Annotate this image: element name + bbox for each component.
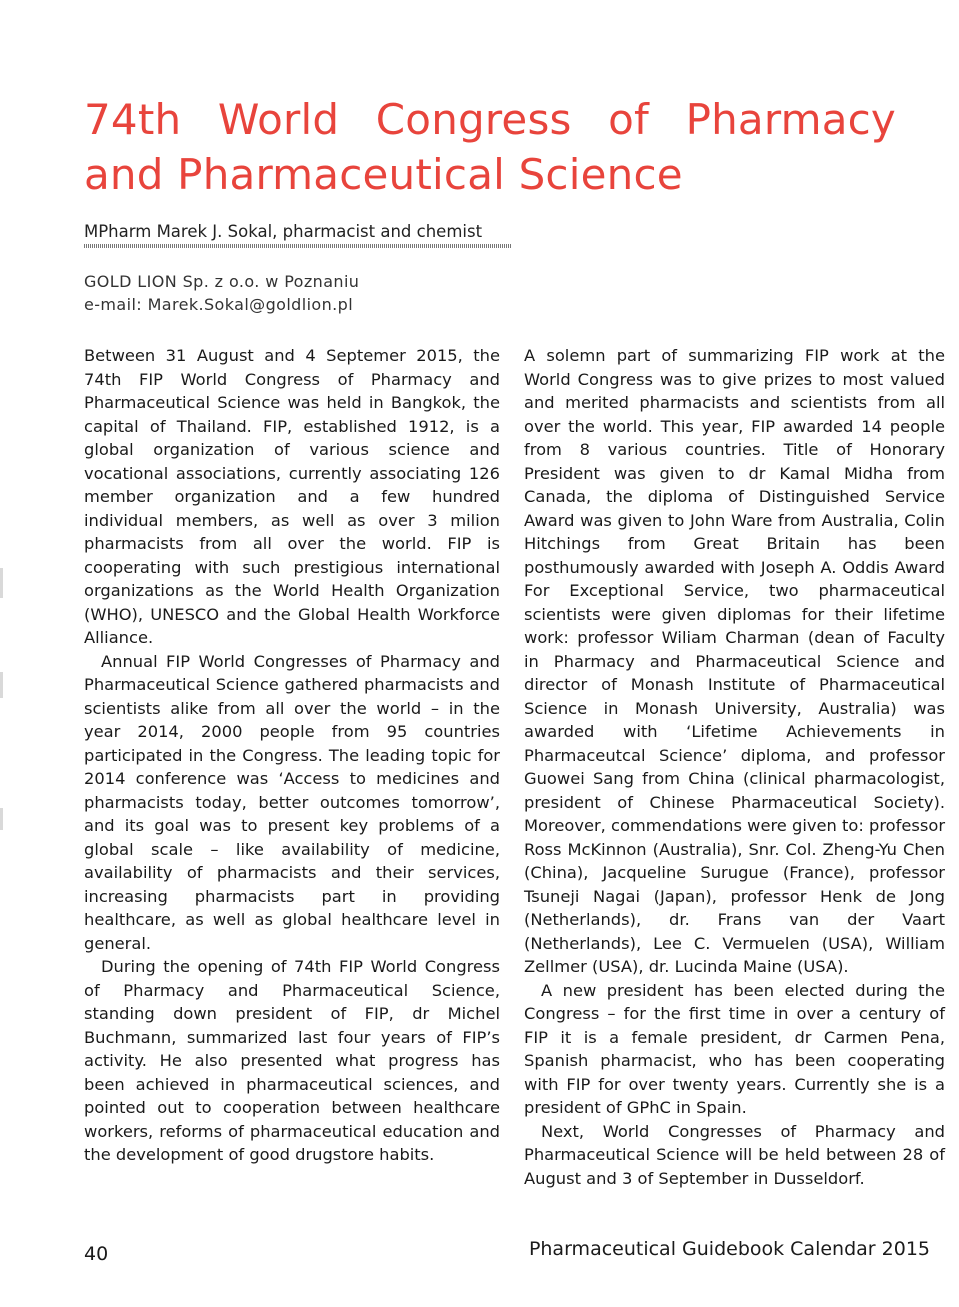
author-affiliation-block <box>84 270 359 316</box>
running-footer-title: Pharmaceutical Guidebook Calendar 2015 <box>528 1238 930 1260</box>
author-email: e-mail: Marek.Sokal@goldlion.pl <box>84 295 354 314</box>
left-edge-mark <box>0 808 3 830</box>
left-edge-mark <box>0 568 3 598</box>
article-title: 74th World Congress of Pharmacy and Pharmaceutical Science <box>84 95 896 199</box>
paragraph: During the opening of 74th FIP World Congress of Pharmacy and Pharmaceutical Science, standing down president of FIP, dr Michel Buchmann, summarized last four years of FIP’s activity. He also presented what progress has been achieved in pharmaceutical sciences, and pointed out to cooperation between healthcare workers, reforms of pharmaceutical education and the development of good drugstore habits. <box>84 957 500 1164</box>
paragraph: Next, World Congresses of Pharmacy and Pharmaceutical Science will be held between 28 of August and 3 of September in Dusseldorf. <box>524 1121 945 1188</box>
paragraph: Annual FIP World Congresses of Pharmacy and Pharmaceutical Science gathered pharmacists and scientists alike from all over the world – in the year 2014, 2000 people from 95 countries participated in the Congress. The leading topic for 2014 conference was ‘Access to medicines and pharmacists today, better outcomes tomorrow’, and its goal was to present key problems of a global scale – like availability of medicine, availability of pharmacists and their services, increasing pharmacists part in providing healthcare, as well as global healthcare level in general. <box>84 651 500 953</box>
paragraph: A new president has been elected during the Congress – for the first time in over a century of FIP it is a female president, dr Carmen Pena, Spanish pharmacist, who has been cooperating with FIP for over twenty years. Currently she is a president of GPhC in Spain. <box>524 980 945 1117</box>
author-affiliation: GOLD LION Sp. z o.o. w Poznaniu <box>84 272 360 291</box>
left-column <box>84 344 500 1167</box>
page-number: 40 <box>84 1243 109 1265</box>
right-column <box>524 344 945 1190</box>
paragraph: Between 31 August and 4 Septemer 2015, the 74th FIP World Congress of Pharmacy and Pharmaceutical Science was held in Bangkok, the capital of Thailand. FIP, established 1912, is a global organization of various science and vocational associations, currently associating 126 member organization and a few hundred individual members, as well as over 3 milion pharmacists from all over the world. FIP is cooperating with such prestigious international organizations as the World Health Organization (WHO), UNESCO and the Global Health Workforce Alliance. <box>84 346 500 647</box>
paragraph: A solemn part of summarizing FIP work at the World Congress was to give prizes to most valued and merited pharmacists and scientists from all over the world. This year, FIP awarded 14 people from 8 various countries. Title of Honorary President was given to dr Kamal Midha from Canada, the diploma of Distinguished Service Award was given to John Ware from Australia, Colin Hitchings from Great Britain has been posthumously awarded with Joseph A. Oddis Award For Exceptional Service, two pharmaceutical scientists were given diplomas for their lifetime work: professor Wiliam Charman (dean of Faculty in Pharmacy and Pharmaceutical Science and director of Monash Institute of Pharmaceutical Science in Monash University, Australia) was awarded with ‘Lifetime Achievements in Pharmaceutcal Science’ diploma, and professor Guowei Sang from China (clinical pharmacologist, president of Chinese Pharmaceutical Society). Moreover, commendations were given to: professor Ross McKinnon (Australia), Snr. Col. Zheng-Yu Chen (China), Jacqueline Surugue (France), professor Tsuneji Nagai (Japan), professor Henk de Jong (Netherlands), dr. Frans van der Vaart (Netherlands), Lee C. Vermuelen (USA), William Zellmer (USA), dr. Lucinda Maine (USA). <box>524 346 946 976</box>
author-underline <box>84 244 511 248</box>
article-author: MPharm Marek J. Sokal, pharmacist and chemist <box>84 222 483 241</box>
left-edge-mark <box>0 672 3 698</box>
